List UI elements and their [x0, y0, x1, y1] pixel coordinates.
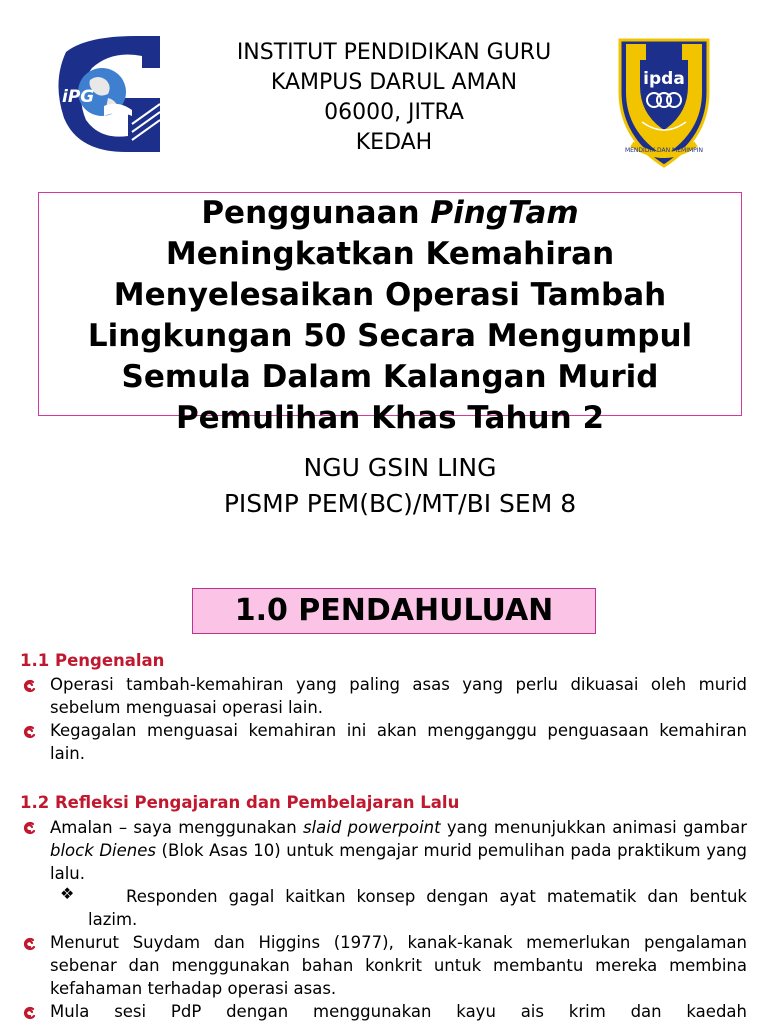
- ipg-logo: [56, 32, 162, 154]
- section-heading: 1.0 PENDAHULUAN: [192, 588, 596, 634]
- p3-text-b: yang menunjukkan animasi gambar: [440, 818, 747, 837]
- title-line-5: Semula Dalam Kalangan Murid: [121, 359, 659, 395]
- paragraph-1: Operasi tambah-kemahiran yang paling asas yang perlu dikuasai oleh murid sebelum menguasai operasi lain.: [50, 675, 747, 717]
- title-line-3: Menyelesaikan Operasi Tambah: [113, 277, 667, 313]
- thesis-title-box: [38, 192, 742, 436]
- paragraph-6: Mula sesi PdP dengan menggunakan kayu ais krim dan kaedah: [50, 1002, 747, 1021]
- swirl-bullet-icon: [20, 722, 40, 742]
- diamond-bullet-icon: ❖: [60, 884, 75, 903]
- author-block: [100, 450, 700, 522]
- title-line-1: [39, 193, 741, 234]
- institution-line-1: INSTITUT PENDIDIKAN GURU: [236, 40, 552, 65]
- title-line-6: Pemulihan Khas Tahun 2: [175, 400, 605, 436]
- institution-name: [180, 38, 608, 158]
- subheading-refleksi: 1.2 Refleksi Pengajaran dan Pembelajaran Lalu: [20, 793, 460, 812]
- paragraph-2: Kegagalan menguasai kemahiran ini akan mengganggu penguasaan kemahiran lain.: [50, 721, 747, 763]
- p3-text-c: (Blok Asas 10) untuk mengajar murid pemulihan pada praktikum yang lalu.: [50, 841, 748, 883]
- swirl-bullet-icon: [20, 676, 40, 696]
- crest-ribbon-text: MENDIDIK DAN MEMIMPIN: [624, 147, 704, 154]
- paragraph-5: Menurut Suydam dan Higgins (1977), kanak-kanak memerlukan pengalaman sebenar dan menggunakan bahan konkrit untuk membantu mereka membina kefahaman terhadap operasi asas.: [50, 933, 747, 998]
- p3-italic-block: block Dienes: [50, 841, 156, 860]
- swirl-bullet-icon: [20, 818, 40, 838]
- p3-text-a: Amalan – saya menggunakan: [50, 818, 303, 837]
- title-line-4: Lingkungan 50 Secara Mengumpul: [87, 318, 693, 354]
- crest-logo: [612, 34, 716, 170]
- institution-line-4: KEDAH: [355, 130, 433, 155]
- institution-line-2: KAMPUS DARUL AMAN: [270, 70, 518, 95]
- ipg-logo-text: iPG: [62, 87, 95, 107]
- p3-italic-slaid: slaid powerpoint: [302, 818, 441, 837]
- title-pingtam: PingTam: [430, 195, 579, 231]
- subheading-pengenalan: 1.1 Pengenalan: [20, 651, 165, 670]
- swirl-bullet-icon: [20, 1003, 40, 1023]
- author-program: PISMP PEM(BC)/MT/BI SEM 8: [223, 489, 577, 518]
- crest-logo-text: ipda: [643, 69, 685, 89]
- swirl-bullet-icon: [20, 934, 40, 954]
- author-name: NGU GSIN LING: [303, 453, 497, 482]
- title-line-1-text: Penggunaan: [201, 195, 431, 231]
- paragraph-3: [50, 816, 747, 885]
- paragraph-4: Responden gagal kaitkan konsep dengan ayat matematik dan bentuk lazim.: [88, 887, 747, 929]
- title-line-2: Meningkatkan Kemahiran: [165, 236, 615, 272]
- institution-line-3: 06000, JITRA: [324, 100, 464, 125]
